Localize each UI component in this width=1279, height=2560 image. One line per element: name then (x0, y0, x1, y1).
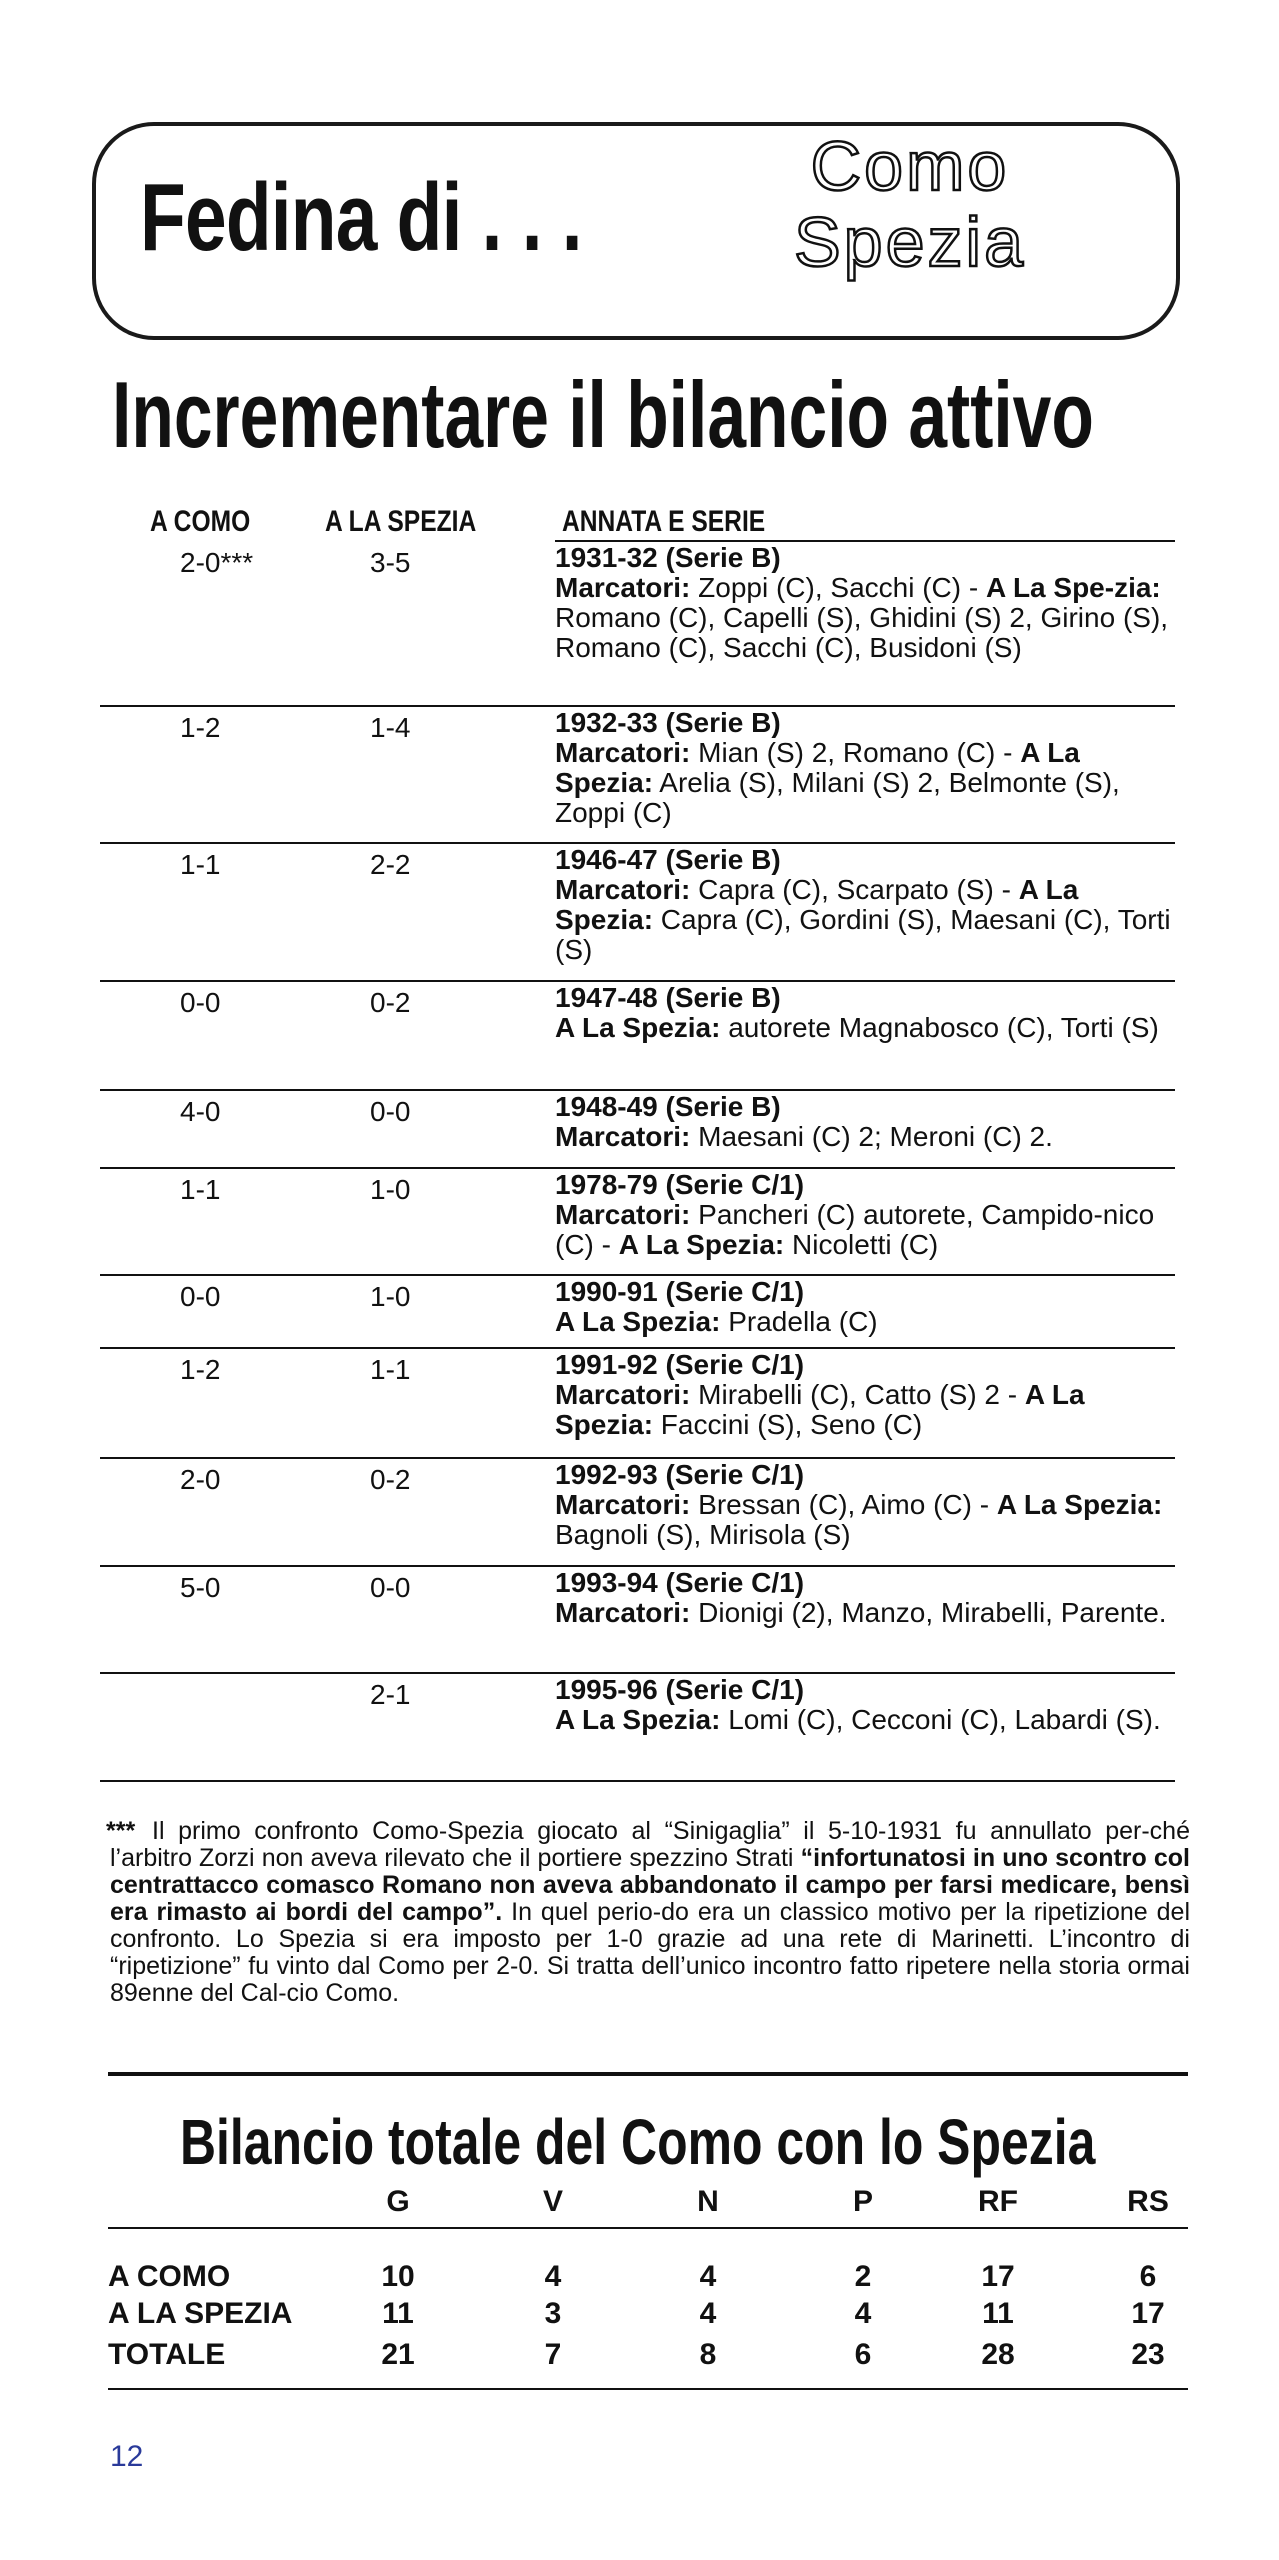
scorers-text: Pradella (C) (720, 1306, 878, 1337)
scorers-bold: A La Spezia: (996, 1489, 1163, 1520)
match-scorers (555, 1705, 1175, 1735)
match-season: 1993-94 (Serie C/1) (555, 1567, 805, 1598)
col-head-a-la-spezia: A LA SPEZIA (325, 505, 477, 538)
scorers-bold: A La Spezia: (555, 1379, 1085, 1440)
summary-value: 6 (1139, 2260, 1157, 2293)
summary-row-label: A LA SPEZIA (108, 2297, 293, 2330)
score-a-como: 1-2 (180, 1354, 221, 1385)
header-teams (730, 128, 1090, 280)
match-scorers (555, 1200, 1175, 1260)
score-a-como: 0-0 (180, 1281, 221, 1312)
match-season: 1978-79 (Serie C/1) (555, 1169, 805, 1200)
score-a-la-spezia: 0-0 (370, 1572, 411, 1603)
match-entry (555, 1568, 1175, 1628)
score-a-la-spezia: 1-4 (370, 712, 411, 743)
summary-value: 17 (1131, 2297, 1165, 2330)
scorers-text: Arelia (S), Milani (S) 2, Belmonte (S), Zoppi (C) (555, 767, 1120, 828)
score-a-como: 1-1 (180, 1174, 221, 1205)
match-entry (555, 1675, 1175, 1735)
score-a-como: 5-0 (180, 1572, 221, 1603)
scorers-bold: A La Spezia: (555, 1012, 721, 1043)
summary-value: 8 (699, 2338, 717, 2371)
scorers-text: Mirabelli (C), Catto (S) 2 - (690, 1379, 1025, 1410)
summary-header: G (386, 2185, 410, 2218)
match-entry (555, 708, 1175, 828)
match-entry (555, 1350, 1175, 1440)
page-number: 12 (110, 2440, 144, 2473)
score-a-como: 4-0 (180, 1096, 221, 1127)
match-entry (555, 1170, 1175, 1260)
summary-header: V (542, 2185, 563, 2218)
summary-value: 11 (382, 2297, 414, 2330)
summary-value: 4 (854, 2297, 872, 2330)
match-scorers (555, 1307, 1175, 1337)
scorers-bold: A La Spe-zia: (985, 572, 1161, 603)
col-head-annata: ANNATA E SERIE (562, 505, 766, 538)
scorers-bold: A La Spezia: (555, 737, 1080, 798)
summary-value: 23 (1131, 2338, 1165, 2371)
summary-bottom-rule (108, 2388, 1188, 2390)
summary-header: RF (978, 2185, 1018, 2218)
match-entry (555, 983, 1175, 1043)
summary-value: 21 (381, 2338, 415, 2371)
summary-title: Bilancio totale del Como con lo Spezia (180, 2106, 1096, 2178)
match-scorers (555, 573, 1175, 663)
team-away: Spezia (793, 203, 1027, 281)
summary-value: 4 (544, 2260, 562, 2293)
summary-row-label: A COMO (108, 2260, 231, 2293)
match-scorers (555, 1380, 1175, 1440)
score-a-la-spezia: 3-5 (370, 547, 411, 578)
summary-header: N (697, 2185, 719, 2218)
summary-value: 17 (981, 2260, 1015, 2293)
scorers-text: Capra (C), Scarpato (S) - (690, 874, 1019, 905)
scorers-bold: Marcatori: (555, 1379, 691, 1410)
scorers-bold: A La Spezia: (555, 1704, 721, 1735)
scorers-text: Faccini (S), Seno (C) (653, 1409, 923, 1440)
footnote (106, 1817, 1190, 2007)
scorers-text: Lomi (C), Cecconi (C), Labardi (S). (720, 1704, 1161, 1735)
match-season: 1992-93 (Serie C/1) (555, 1459, 805, 1490)
summary-value: 7 (544, 2338, 562, 2371)
score-a-como: 1-2 (180, 712, 221, 743)
score-a-la-spezia: 1-0 (370, 1174, 411, 1205)
scorers-text: Dionigi (2), Manzo, Mirabelli, Parente. (690, 1597, 1167, 1628)
match-season: 1995-96 (Serie C/1) (555, 1674, 805, 1705)
match-entry (555, 1092, 1175, 1152)
score-a-como: 1-1 (180, 849, 221, 880)
footnote-text (110, 1818, 1190, 2007)
match-scorers (555, 875, 1175, 965)
summary-value: 28 (981, 2338, 1015, 2371)
scorers-text: autorete Magnabosco (C), Torti (S) (720, 1012, 1159, 1043)
match-season: 1990-91 (Serie C/1) (555, 1276, 805, 1307)
summary-top-rule (108, 2072, 1188, 2076)
match-entry (555, 1460, 1175, 1550)
scorers-bold: Marcatori: (555, 737, 691, 768)
scorers-bold: Marcatori: (555, 874, 691, 905)
summary-header: P (852, 2185, 873, 2218)
score-a-como: 2-0*** (180, 547, 254, 578)
summary-value: 11 (982, 2297, 1014, 2330)
summary-value: 3 (544, 2297, 562, 2330)
score-a-la-spezia: 0-2 (370, 987, 411, 1018)
scorers-bold: Marcatori: (555, 1489, 691, 1520)
summary-value: 4 (699, 2297, 717, 2330)
match-scorers (555, 738, 1175, 828)
match-scorers (555, 1598, 1175, 1628)
score-a-la-spezia: 1-1 (370, 1354, 411, 1385)
match-season: 1947-48 (Serie B) (555, 982, 781, 1013)
team-home: Como (810, 127, 1010, 205)
scorers-bold: Marcatori: (555, 1199, 691, 1230)
summary-value: 2 (854, 2260, 872, 2293)
match-season: 1946-47 (Serie B) (555, 844, 781, 875)
match-scorers (555, 1122, 1175, 1152)
col-head-a-como: A COMO (150, 505, 251, 538)
summary-header-rule (108, 2227, 1188, 2229)
score-a-la-spezia: 0-0 (370, 1096, 411, 1127)
header-label: Fedina di . . . (140, 164, 582, 271)
summary-value: 4 (699, 2260, 717, 2293)
footnote-part-text: In quel perio-do era un classico motivo per la ripetizione del confronto. Lo Spezia si era imposto per 1-0 grazie ad una rete di Marinetti. L’incontro di “ripetizione” fu vinto dal Como per 2-0. Si tratta dell’unico incontro fatto ripetere nella storia ormai 89enne del Cal-cio Como. (110, 1898, 1190, 2007)
score-a-como: 2-0 (180, 1464, 221, 1495)
scorers-text: Capra (C), Gordini (S), Maesani (C), Torti (S) (555, 904, 1171, 965)
score-a-la-spezia: 2-1 (370, 1679, 411, 1710)
page-title: Incrementare il bilancio attivo (112, 362, 1094, 467)
footnote-part-text: Il primo confronto Como-Spezia giocato al “Sinigaglia” il 5-10-1931 fu annullato per-ché l’arbitro Zorzi non aveva rilevato che il portiere spezzino Strati (110, 1817, 1190, 1872)
score-a-la-spezia: 1-0 (370, 1281, 411, 1312)
score-a-como: 0-0 (180, 987, 221, 1018)
summary-value: 10 (381, 2260, 415, 2293)
scorers-bold: Marcatori: (555, 1121, 691, 1152)
scorers-text: Mian (S) 2, Romano (C) - (690, 737, 1021, 768)
scorers-text: Maesani (C) 2; Meroni (C) 2. (690, 1121, 1053, 1152)
row-divider (100, 1780, 1175, 1782)
match-entry (555, 845, 1175, 965)
scorers-bold: Marcatori: (555, 1597, 691, 1628)
summary-row-label: TOTALE (108, 2338, 226, 2371)
summary-header: RS (1127, 2185, 1169, 2218)
scorers-text: Pancheri (C) autorete, Campido-nico (C) - (555, 1199, 1155, 1260)
match-season: 1991-92 (Serie C/1) (555, 1349, 805, 1380)
match-entry (555, 543, 1175, 663)
match-scorers (555, 1490, 1175, 1550)
match-season: 1931-32 (Serie B) (555, 542, 781, 573)
scorers-bold: Marcatori: (555, 572, 691, 603)
scorers-bold: A La Spezia: (618, 1229, 785, 1260)
match-entry (555, 1277, 1175, 1337)
footnote-stars: *** (106, 1817, 136, 1845)
scorers-text: Romano (C), Capelli (S), Ghidini (S) 2, Girino (S), Romano (C), Sacchi (C), Busidoni (S) (555, 602, 1169, 663)
score-a-la-spezia: 0-2 (370, 1464, 411, 1495)
scorers-bold: A La Spezia: (555, 1306, 721, 1337)
scorers-text: Zoppi (C), Sacchi (C) - (690, 572, 986, 603)
scorers-text: Bressan (C), Aimo (C) - (690, 1489, 997, 1520)
scorers-text: Bagnoli (S), Mirisola (S) (555, 1519, 851, 1550)
match-season: 1932-33 (Serie B) (555, 707, 781, 738)
footnote-part-bold: “infortunatosi in uno scontro col centrattacco comasco Romano non aveva abbandonato il campo per farsi medicare, bensì era rimasto ai bordi del campo”. (110, 1844, 1190, 1926)
summary-value: 6 (854, 2338, 872, 2371)
scorers-bold: A La Spezia: (555, 874, 1079, 935)
match-season: 1948-49 (Serie B) (555, 1091, 781, 1122)
score-a-la-spezia: 2-2 (370, 849, 411, 880)
scorers-text: Nicoletti (C) (784, 1229, 939, 1260)
match-scorers (555, 1013, 1175, 1043)
